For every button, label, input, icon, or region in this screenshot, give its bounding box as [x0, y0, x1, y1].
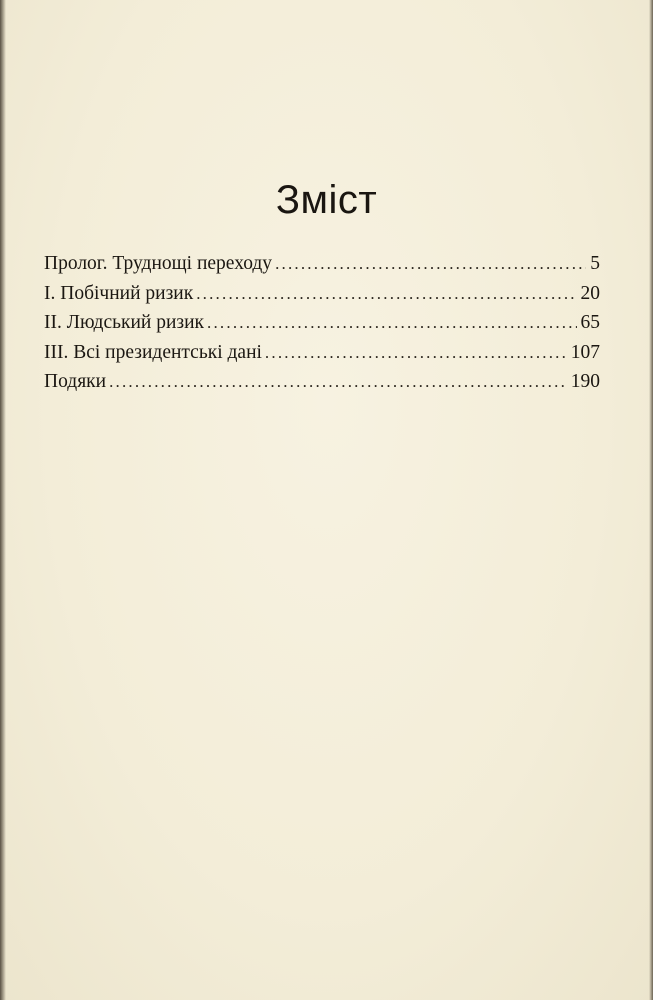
page-title: Зміст: [275, 178, 378, 222]
toc-entry-label: Подяки: [44, 371, 107, 392]
toc-entry-acknowledgements: [44, 371, 600, 401]
toc-entry-page-number: 190: [570, 371, 600, 392]
page-edge-shadow-left: [0, 0, 6, 1000]
toc-entry-page-number: 20: [580, 282, 600, 304]
toc-entry-page-number: 107: [570, 341, 600, 363]
table-of-contents: [44, 253, 600, 401]
toc-dot-leader: [207, 313, 576, 333]
toc-dot-leader: [265, 343, 567, 363]
toc-entry-page-number: 5: [590, 253, 600, 274]
toc-entry-page-number: 65: [580, 312, 600, 333]
toc-entry-label: III. Всі президентські дані: [44, 341, 262, 363]
toc-dot-leader: [196, 284, 576, 304]
toc-entry-part-3: [44, 342, 600, 372]
toc-entry-part-1: [44, 283, 600, 313]
page-edge-shadow-right: [649, 0, 653, 1000]
toc-entry-label: Пролог. Труднощі переходу: [44, 253, 273, 274]
toc-entry-part-2: [44, 312, 600, 342]
toc-entry-label: II. Людський ризик: [44, 312, 205, 333]
toc-dot-leader: [109, 372, 567, 392]
toc-entry-label: I. Побічний ризик: [44, 282, 194, 304]
toc-dot-leader: [275, 254, 586, 274]
toc-entry-prologue: [44, 253, 600, 283]
